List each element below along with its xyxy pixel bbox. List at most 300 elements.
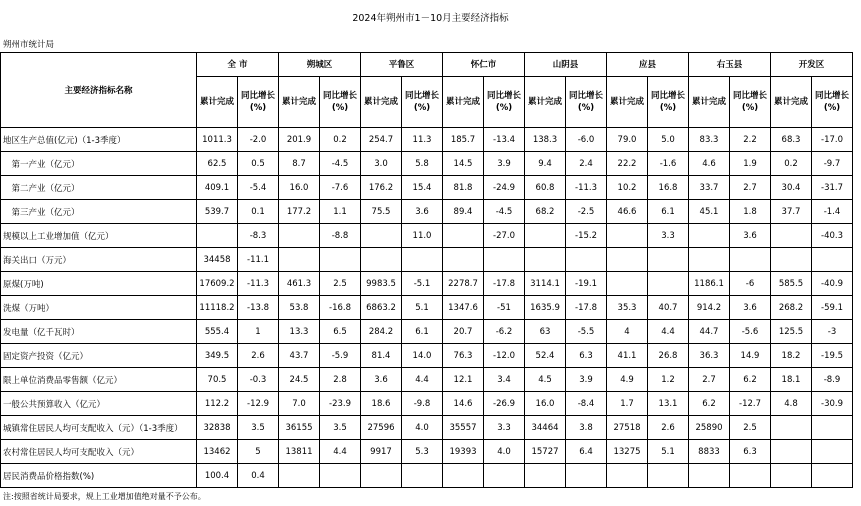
indicator-name: 居民消费品价格指数(%) (1, 464, 197, 488)
cumulative-cell (361, 224, 402, 248)
growth-cell: 5 (238, 440, 279, 464)
cumulative-cell: 68.2 (525, 200, 566, 224)
cumulative-cell: 176.2 (361, 176, 402, 200)
growth-cell: 6.5 (320, 320, 361, 344)
cumulative-cell (689, 464, 730, 488)
growth-cell: -59.1 (812, 296, 853, 320)
footnote: 注:按照省统计局要求，规上工业增加值绝对量不予公布。 (3, 492, 206, 501)
growth-cell (566, 248, 607, 272)
growth-cell: -2.0 (238, 128, 279, 152)
table-row (1, 200, 853, 224)
cumulative-cell: 914.2 (689, 296, 730, 320)
growth-cell (484, 248, 525, 272)
growth-cell: 2.6 (648, 416, 689, 440)
growth-cell (812, 440, 853, 464)
cumulative-cell: 81.4 (361, 344, 402, 368)
growth-cell: 3.9 (484, 152, 525, 176)
cumulative-cell: 1347.6 (443, 296, 484, 320)
region-header: 山阴县 (525, 53, 607, 77)
growth-cell: -7.6 (320, 176, 361, 200)
cumulative-cell (443, 464, 484, 488)
cumulative-cell: 16.0 (279, 176, 320, 200)
cumulative-cell: 1011.3 (197, 128, 238, 152)
cumulative-cell: 41.1 (607, 344, 648, 368)
cumulative-cell: 33.7 (689, 176, 730, 200)
indicator-name: 规模以上工业增加值（亿元） (1, 224, 197, 248)
growth-cell: -2.5 (566, 200, 607, 224)
indicator-table (0, 52, 853, 488)
growth-cell: -16.8 (320, 296, 361, 320)
growth-cell: -1.4 (812, 200, 853, 224)
cumulative-cell: 79.0 (607, 128, 648, 152)
table-row (1, 224, 853, 248)
growth-cell: -12.9 (238, 392, 279, 416)
growth-cell: -8.3 (238, 224, 279, 248)
cumulative-cell: 34464 (525, 416, 566, 440)
growth-cell (812, 416, 853, 440)
growth-cell: 2.7 (730, 176, 771, 200)
growth-cell: -8.9 (812, 368, 853, 392)
cumulative-cell: 16.0 (525, 392, 566, 416)
cumulative-cell: 349.5 (197, 344, 238, 368)
table-row (1, 296, 853, 320)
growth-cell: -19.1 (566, 272, 607, 296)
growth-cell: 0.1 (238, 200, 279, 224)
growth-cell: 3.3 (484, 416, 525, 440)
cumulative-cell: 20.7 (443, 320, 484, 344)
cumulative-cell: 45.1 (689, 200, 730, 224)
growth-cell: 1.2 (648, 368, 689, 392)
growth-cell: -27.0 (484, 224, 525, 248)
cumulative-cell (361, 464, 402, 488)
growth-cell: -5.9 (320, 344, 361, 368)
cumulative-cell: 62.5 (197, 152, 238, 176)
cumulative-cell: 25890 (689, 416, 730, 440)
growth-cell: -31.7 (812, 176, 853, 200)
growth-cell: -17.8 (566, 296, 607, 320)
growth-cell: 6.1 (402, 320, 443, 344)
growth-cell: 5.1 (648, 440, 689, 464)
cumulative-cell: 34458 (197, 248, 238, 272)
cumulative-cell: 9983.5 (361, 272, 402, 296)
cumulative-cell: 284.2 (361, 320, 402, 344)
indicator-name: 发电量（亿千瓦时） (1, 320, 197, 344)
growth-cell (320, 248, 361, 272)
growth-cell: 11.3 (402, 128, 443, 152)
cumulative-cell: 3.0 (361, 152, 402, 176)
cumulative-cell: 7.0 (279, 392, 320, 416)
cumulative-cell (607, 224, 648, 248)
cumulative-cell: 22.2 (607, 152, 648, 176)
growth-cell: -23.9 (320, 392, 361, 416)
growth-cell: 26.8 (648, 344, 689, 368)
growth-cell: 6.4 (566, 440, 607, 464)
growth-cell: 3.5 (320, 416, 361, 440)
growth-cell: 0.2 (320, 128, 361, 152)
table-row (1, 320, 853, 344)
growth-cell: -11.3 (238, 272, 279, 296)
cumulative-cell: 125.5 (771, 320, 812, 344)
growth-cell: -26.9 (484, 392, 525, 416)
cumulative-cell: 12.1 (443, 368, 484, 392)
growth-cell: -13.8 (238, 296, 279, 320)
cumulative-cell: 24.5 (279, 368, 320, 392)
growth-header: 同比增长(%) (484, 77, 525, 128)
indicator-name: 固定资产投资（亿元） (1, 344, 197, 368)
growth-cell: 5.1 (402, 296, 443, 320)
growth-cell: 0.4 (238, 464, 279, 488)
cumulative-cell: 37.7 (771, 200, 812, 224)
growth-cell (812, 248, 853, 272)
cumulative-cell: 18.1 (771, 368, 812, 392)
growth-cell: 6.3 (730, 440, 771, 464)
growth-cell (812, 464, 853, 488)
growth-cell: 13.1 (648, 392, 689, 416)
cumulative-header: 累计完成 (361, 77, 402, 128)
cumulative-cell (689, 248, 730, 272)
growth-cell: -5.6 (730, 320, 771, 344)
cumulative-cell: 75.5 (361, 200, 402, 224)
growth-cell: -17.8 (484, 272, 525, 296)
cumulative-cell: 11118.2 (197, 296, 238, 320)
growth-cell: -4.5 (484, 200, 525, 224)
growth-cell: -15.2 (566, 224, 607, 248)
table-row (1, 344, 853, 368)
cumulative-cell: 2278.7 (443, 272, 484, 296)
cumulative-cell: 13462 (197, 440, 238, 464)
cumulative-header: 累计完成 (607, 77, 648, 128)
cumulative-cell: 43.7 (279, 344, 320, 368)
table-row (1, 464, 853, 488)
cumulative-cell (771, 464, 812, 488)
table-row (1, 272, 853, 296)
region-header: 朔城区 (279, 53, 361, 77)
indicator-name: 第二产业（亿元） (1, 176, 197, 200)
growth-cell: 2.8 (320, 368, 361, 392)
cumulative-cell: 13811 (279, 440, 320, 464)
cumulative-cell: 13275 (607, 440, 648, 464)
growth-cell: -9.8 (402, 392, 443, 416)
indicator-name: 第一产业（亿元） (1, 152, 197, 176)
cumulative-cell: 27518 (607, 416, 648, 440)
cumulative-cell: 555.4 (197, 320, 238, 344)
cumulative-cell: 585.5 (771, 272, 812, 296)
cumulative-cell: 268.2 (771, 296, 812, 320)
table-row (1, 392, 853, 416)
cumulative-cell: 112.2 (197, 392, 238, 416)
cumulative-cell (443, 248, 484, 272)
growth-cell: 16.8 (648, 176, 689, 200)
source-label: 朔州市统计局 (3, 40, 55, 50)
table-row (1, 152, 853, 176)
growth-cell: 1.8 (730, 200, 771, 224)
growth-cell: 2.6 (238, 344, 279, 368)
growth-cell: -5.1 (402, 272, 443, 296)
growth-cell (320, 464, 361, 488)
cumulative-cell: 15727 (525, 440, 566, 464)
growth-cell: -13.4 (484, 128, 525, 152)
region-header: 怀仁市 (443, 53, 525, 77)
table-row (1, 440, 853, 464)
growth-cell (484, 464, 525, 488)
cumulative-header: 累计完成 (525, 77, 566, 128)
growth-cell: 5.3 (402, 440, 443, 464)
cumulative-header: 累计完成 (443, 77, 484, 128)
growth-cell: -0.3 (238, 368, 279, 392)
cumulative-cell: 4.8 (771, 392, 812, 416)
growth-cell: 0.5 (238, 152, 279, 176)
cumulative-cell (771, 248, 812, 272)
growth-cell: -11.1 (238, 248, 279, 272)
cumulative-cell: 0.2 (771, 152, 812, 176)
growth-cell (730, 248, 771, 272)
indicator-name: 洗煤（万吨） (1, 296, 197, 320)
growth-cell: -8.4 (566, 392, 607, 416)
growth-cell: 4.4 (402, 368, 443, 392)
growth-cell: 6.2 (730, 368, 771, 392)
growth-cell (648, 464, 689, 488)
cumulative-cell: 9917 (361, 440, 402, 464)
growth-header: 同比增长(%) (730, 77, 771, 128)
growth-cell: 1.9 (730, 152, 771, 176)
region-header: 应县 (607, 53, 689, 77)
cumulative-cell: 2.7 (689, 368, 730, 392)
cumulative-cell: 409.1 (197, 176, 238, 200)
cumulative-cell: 185.7 (443, 128, 484, 152)
growth-cell: 2.5 (320, 272, 361, 296)
growth-cell: -5.4 (238, 176, 279, 200)
growth-cell (648, 272, 689, 296)
cumulative-cell: 44.7 (689, 320, 730, 344)
cumulative-cell: 201.9 (279, 128, 320, 152)
growth-header: 同比增长(%) (566, 77, 607, 128)
cumulative-cell: 9.4 (525, 152, 566, 176)
growth-cell: 2.4 (566, 152, 607, 176)
cumulative-cell: 35.3 (607, 296, 648, 320)
cumulative-cell: 1635.9 (525, 296, 566, 320)
growth-cell: -1.6 (648, 152, 689, 176)
cumulative-cell: 76.3 (443, 344, 484, 368)
growth-cell: -30.9 (812, 392, 853, 416)
cumulative-header: 累计完成 (279, 77, 320, 128)
table-row (1, 368, 853, 392)
cumulative-cell: 3.6 (361, 368, 402, 392)
growth-cell: -19.5 (812, 344, 853, 368)
cumulative-cell (689, 224, 730, 248)
cumulative-cell: 461.3 (279, 272, 320, 296)
table-row (1, 248, 853, 272)
cumulative-cell: 138.3 (525, 128, 566, 152)
cumulative-cell: 4.5 (525, 368, 566, 392)
region-header: 开发区 (771, 53, 853, 77)
cumulative-cell: 6.2 (689, 392, 730, 416)
cumulative-cell (607, 248, 648, 272)
growth-cell: 1.1 (320, 200, 361, 224)
indicator-name: 海关出口（万元） (1, 248, 197, 272)
growth-cell: 15.4 (402, 176, 443, 200)
cumulative-cell (525, 248, 566, 272)
cumulative-cell: 254.7 (361, 128, 402, 152)
growth-cell: 14.0 (402, 344, 443, 368)
growth-cell: -11.3 (566, 176, 607, 200)
indicator-name: 第三产业（亿元） (1, 200, 197, 224)
cumulative-cell: 14.5 (443, 152, 484, 176)
cumulative-cell: 1186.1 (689, 272, 730, 296)
growth-cell: 3.5 (238, 416, 279, 440)
growth-cell: 3.6 (730, 224, 771, 248)
cumulative-cell: 36155 (279, 416, 320, 440)
growth-cell: -40.3 (812, 224, 853, 248)
indicator-name-header: 主要经济指标名称 (1, 53, 197, 128)
growth-cell: -6 (730, 272, 771, 296)
cumulative-cell: 68.3 (771, 128, 812, 152)
page-title: 2024年朔州市1－10月主要经济指标 (352, 13, 509, 24)
growth-cell: -40.9 (812, 272, 853, 296)
growth-cell: -6.2 (484, 320, 525, 344)
growth-cell: -6.0 (566, 128, 607, 152)
growth-cell: 5.8 (402, 152, 443, 176)
growth-cell (730, 464, 771, 488)
growth-cell: -4.5 (320, 152, 361, 176)
cumulative-cell: 27596 (361, 416, 402, 440)
growth-cell: 3.6 (402, 200, 443, 224)
growth-cell: 4.0 (402, 416, 443, 440)
cumulative-cell (279, 224, 320, 248)
growth-cell (402, 464, 443, 488)
growth-cell: -17.0 (812, 128, 853, 152)
growth-cell: 6.1 (648, 200, 689, 224)
cumulative-cell (279, 464, 320, 488)
growth-cell: 2.2 (730, 128, 771, 152)
growth-cell: -51 (484, 296, 525, 320)
cumulative-cell: 36.3 (689, 344, 730, 368)
indicator-name: 城镇常住居民人均可支配收入（元）（1-3季度） (1, 416, 197, 440)
cumulative-cell (443, 224, 484, 248)
growth-cell: 14.9 (730, 344, 771, 368)
cumulative-cell: 89.4 (443, 200, 484, 224)
growth-cell: 2.5 (730, 416, 771, 440)
cumulative-cell: 19393 (443, 440, 484, 464)
growth-cell: 3.4 (484, 368, 525, 392)
growth-cell: -12.0 (484, 344, 525, 368)
growth-cell: -8.8 (320, 224, 361, 248)
growth-cell: 1 (238, 320, 279, 344)
growth-cell: -9.7 (812, 152, 853, 176)
cumulative-cell: 10.2 (607, 176, 648, 200)
cumulative-cell (771, 224, 812, 248)
cumulative-cell: 4 (607, 320, 648, 344)
indicator-name: 地区生产总值(亿元)（1-3季度） (1, 128, 197, 152)
cumulative-cell (525, 224, 566, 248)
cumulative-cell: 18.6 (361, 392, 402, 416)
cumulative-cell: 8833 (689, 440, 730, 464)
cumulative-cell: 18.2 (771, 344, 812, 368)
cumulative-cell: 3114.1 (525, 272, 566, 296)
cumulative-cell (279, 248, 320, 272)
growth-cell: -12.7 (730, 392, 771, 416)
region-header: 全 市 (197, 53, 279, 77)
indicator-name: 原煤(万吨) (1, 272, 197, 296)
growth-cell: 4.0 (484, 440, 525, 464)
growth-cell: 6.3 (566, 344, 607, 368)
cumulative-cell: 13.3 (279, 320, 320, 344)
cumulative-cell (771, 416, 812, 440)
cumulative-cell: 100.4 (197, 464, 238, 488)
cumulative-cell: 1.7 (607, 392, 648, 416)
cumulative-cell: 63 (525, 320, 566, 344)
cumulative-header: 累计完成 (771, 77, 812, 128)
cumulative-cell: 52.4 (525, 344, 566, 368)
growth-cell: -5.5 (566, 320, 607, 344)
cumulative-cell: 53.8 (279, 296, 320, 320)
growth-cell (648, 248, 689, 272)
table-row (1, 176, 853, 200)
growth-header: 同比增长(%) (648, 77, 689, 128)
cumulative-cell: 4.9 (607, 368, 648, 392)
cumulative-cell: 17609.2 (197, 272, 238, 296)
cumulative-header: 累计完成 (689, 77, 730, 128)
growth-header: 同比增长(%) (812, 77, 853, 128)
cumulative-cell: 177.2 (279, 200, 320, 224)
growth-cell: 3.9 (566, 368, 607, 392)
cumulative-cell: 32838 (197, 416, 238, 440)
cumulative-cell (197, 224, 238, 248)
region-header: 右玉县 (689, 53, 771, 77)
cumulative-cell: 14.6 (443, 392, 484, 416)
growth-cell (566, 464, 607, 488)
growth-cell: 40.7 (648, 296, 689, 320)
cumulative-header: 累计完成 (197, 77, 238, 128)
table-row (1, 128, 853, 152)
indicator-name: 一般公共预算收入（亿元） (1, 392, 197, 416)
growth-cell: 4.4 (648, 320, 689, 344)
growth-header: 同比增长(%) (238, 77, 279, 128)
growth-cell: 11.0 (402, 224, 443, 248)
cumulative-cell (525, 464, 566, 488)
cumulative-cell: 60.8 (525, 176, 566, 200)
region-header: 平鲁区 (361, 53, 443, 77)
indicator-name: 限上单位消费品零售额（亿元） (1, 368, 197, 392)
growth-cell: 3.3 (648, 224, 689, 248)
cumulative-cell (771, 440, 812, 464)
cumulative-cell: 83.3 (689, 128, 730, 152)
cumulative-cell (607, 464, 648, 488)
cumulative-cell: 46.6 (607, 200, 648, 224)
growth-cell: 4.4 (320, 440, 361, 464)
growth-cell: -3 (812, 320, 853, 344)
growth-cell: -24.9 (484, 176, 525, 200)
growth-cell: 3.8 (566, 416, 607, 440)
cumulative-cell (607, 272, 648, 296)
cumulative-cell: 30.4 (771, 176, 812, 200)
cumulative-cell: 539.7 (197, 200, 238, 224)
table-row (1, 416, 853, 440)
growth-header: 同比增长(%) (320, 77, 361, 128)
growth-cell: 3.6 (730, 296, 771, 320)
table-body (1, 128, 853, 488)
cumulative-cell: 35557 (443, 416, 484, 440)
cumulative-cell (361, 248, 402, 272)
growth-header: 同比增长(%) (402, 77, 443, 128)
cumulative-cell: 4.6 (689, 152, 730, 176)
growth-cell: 5.0 (648, 128, 689, 152)
growth-cell (402, 248, 443, 272)
cumulative-cell: 8.7 (279, 152, 320, 176)
cumulative-cell: 6863.2 (361, 296, 402, 320)
region-header-row (1, 53, 853, 77)
cumulative-cell: 81.8 (443, 176, 484, 200)
cumulative-cell: 70.5 (197, 368, 238, 392)
